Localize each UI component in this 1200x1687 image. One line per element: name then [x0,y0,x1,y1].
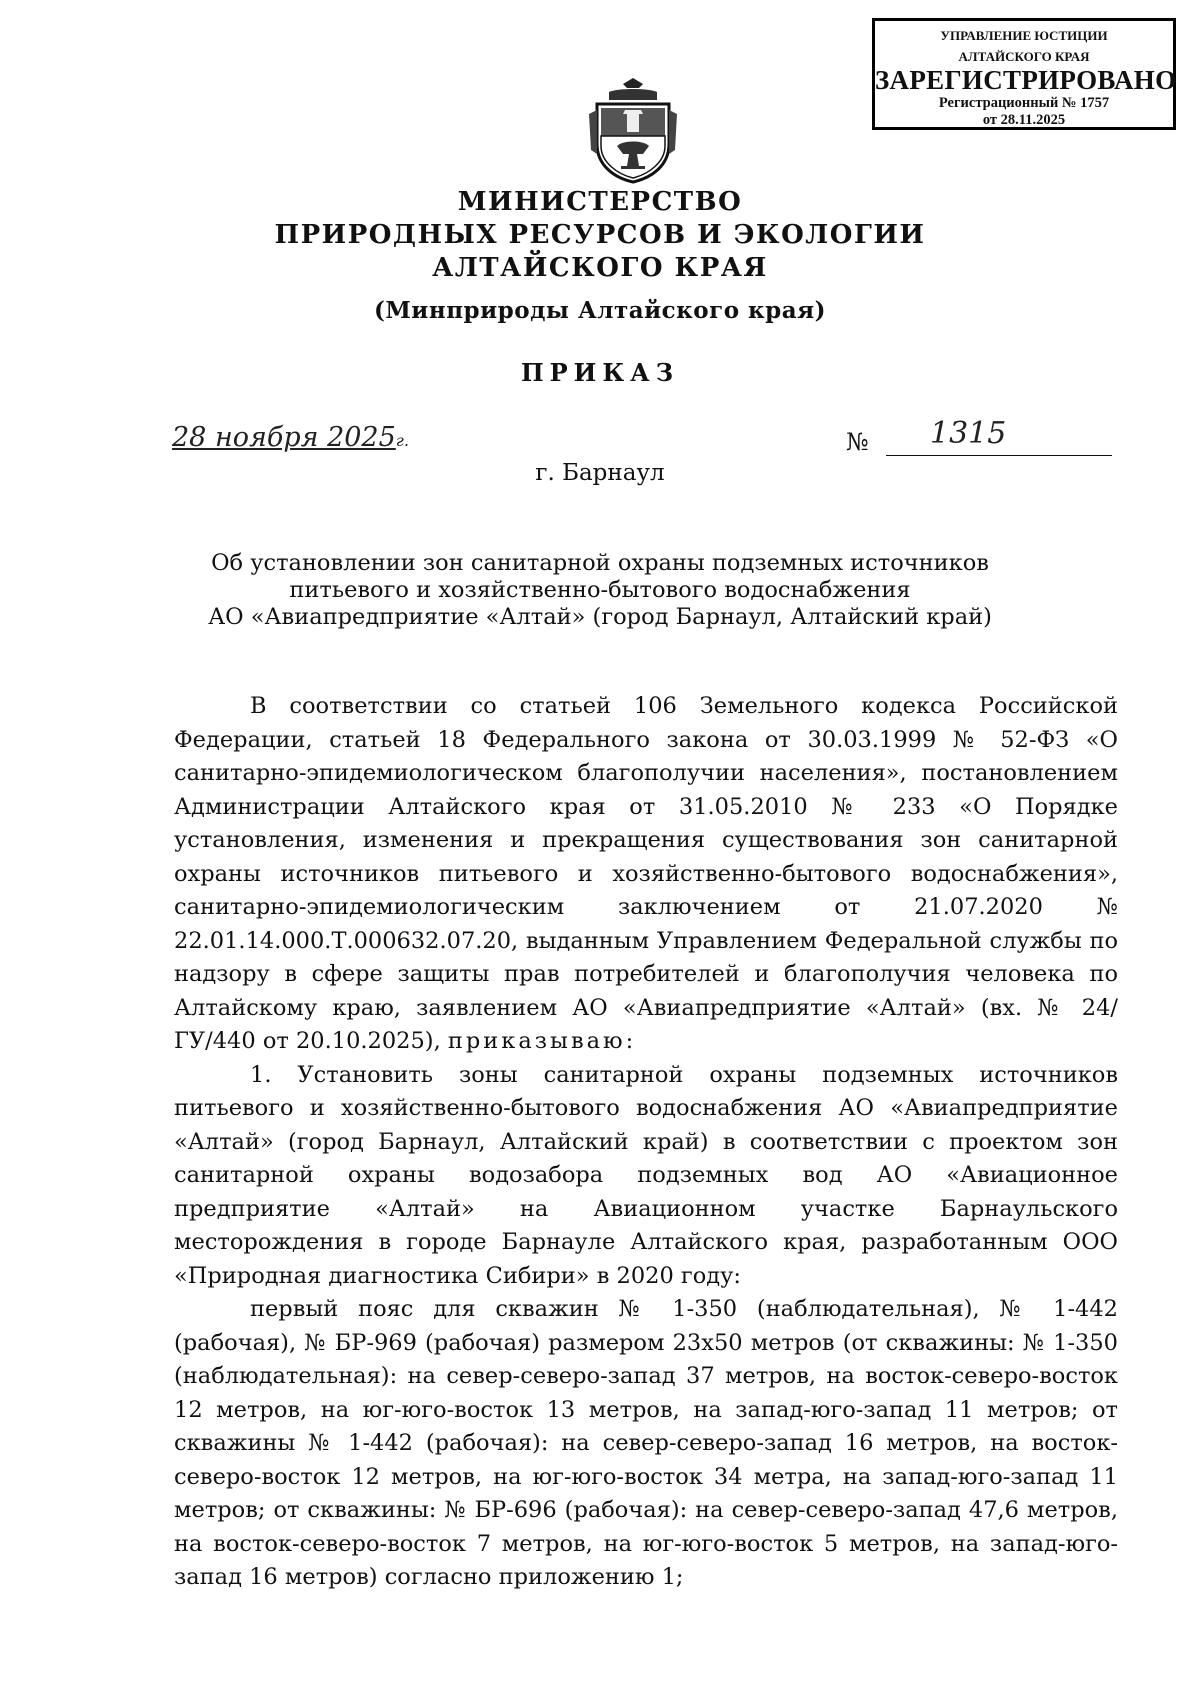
ministry-line2: ПРИРОДНЫХ РЕСУРСОВ И ЭКОЛОГИИ [274,220,926,250]
stamp-title: ЗАРЕГИСТРИРОВАНО [875,65,1177,95]
order-body [174,690,1118,1595]
city: г. Барнаул [535,460,665,486]
altai-krai-coat-of-arms-icon [587,74,679,186]
order-word: приказываю: [447,1028,637,1054]
order-subject [0,550,1200,631]
number-line [886,455,1112,456]
paragraph-item-1: 1. Установить зоны санитарной охраны подземных источников питьевого и хозяйственно-бытового водоснабжения АО «Авиапредприятие «Алтай» (город Барнаул, Алтайский край) в соответствии с проектом зон санитарной охраны водозабора подземных вод АО «Авиационное предприятие «Алтай» на Авиационном участке Барнаульского месторождения в городе Барнауле Алтайского края, разработанным ООО «Природная диагностика Сибири» в 2020 году: [174,1061,1118,1289]
stamp-reg-date: от 28.11.2025 [982,112,1066,128]
preamble-text: В соответствии со статьей 106 Земельного кодекса Российской Федерации, статьей 18 Федерального закона от 30.03.1999 № 52-ФЗ «О санитарно-эпидемиологическом благополучии населения», постановлением Администрации Алтайского края от 31.05.2010 № 233 «О Порядке установления, изменения и прекращения существования зон санитарной охраны источников питьевого и хозяйственно-бытового водоснабжения», санитарно-эпидемиологическим заключением от 21.07.2020 № 22.01.14.000.Т.000632.07.20, выданным Управлением Федеральной службы по надзору в сфере защиты прав потребителей и благополучия человека по Алтайскому краю, заявлением АО «Авиапредприятие «Алтай» (вх. № 24/ГУ/440 от 20.10.2025), [174,693,1118,1054]
subject-line3: АО «Авиапредприятие «Алтай» (город Барнаул, Алтайский край) [208,604,992,630]
paragraph-first-belt: первый пояс для скважин № 1-350 (наблюдательная), № 1-442 (рабочая), № БР-969 (рабочая) размером 23x50 метров (от скважины: № 1-350 (наблюдательная): на север-северо-запад 37 метров, на восток-северо-восток 12 метров, на юг-юго-восток 13 метров, на запад-юго-запад 11 метров; от скважины № 1-442 (рабочая): на север-северо-запад 16 метров, на восток-северо-восток 12 метров, на юг-юго-восток 34 метра, на запад-юго-запад 11 метров; от скважины: № БР-696 (рабочая): на север-северо-запад 47,6 метров, на восток-северо-восток 7 метров, на юг-юго-восток 5 метров, на запад-юго-запад 16 метров) согласно приложению 1; [174,1296,1118,1590]
ministry-line3: АЛТАЙСКОГО КРАЯ [432,253,768,283]
paragraph-preamble [174,690,1118,1059]
handwritten-date [172,422,409,453]
number-sign: № [846,428,869,456]
document-type: ПРИКАЗ [520,358,680,387]
ministry-line1: МИНИСТЕРСТВО [457,187,743,217]
date-suffix: г. [395,431,409,450]
ministry-short-name: (Минприроды Алтайского края) [373,297,827,324]
ministry-name [0,186,1200,285]
subject-line1: Об установлении зон санитарной охраны подземных источников [211,550,989,576]
stamp-org-line2: АЛТАЙСКОГО КРАЯ [958,49,1090,64]
handwritten-number: 1315 [930,416,1007,451]
stamp-reg-number: Регистрационный № 1757 [938,95,1110,111]
stamp-org-line1: УПРАВЛЕНИЕ ЮСТИЦИИ [940,28,1108,43]
registration-stamp [872,18,1176,130]
handwritten-date-text: 28 ноября 2025 [172,422,396,453]
subject-line2: питьевого и хозяйственно-бытового водоснабжения [289,577,911,603]
